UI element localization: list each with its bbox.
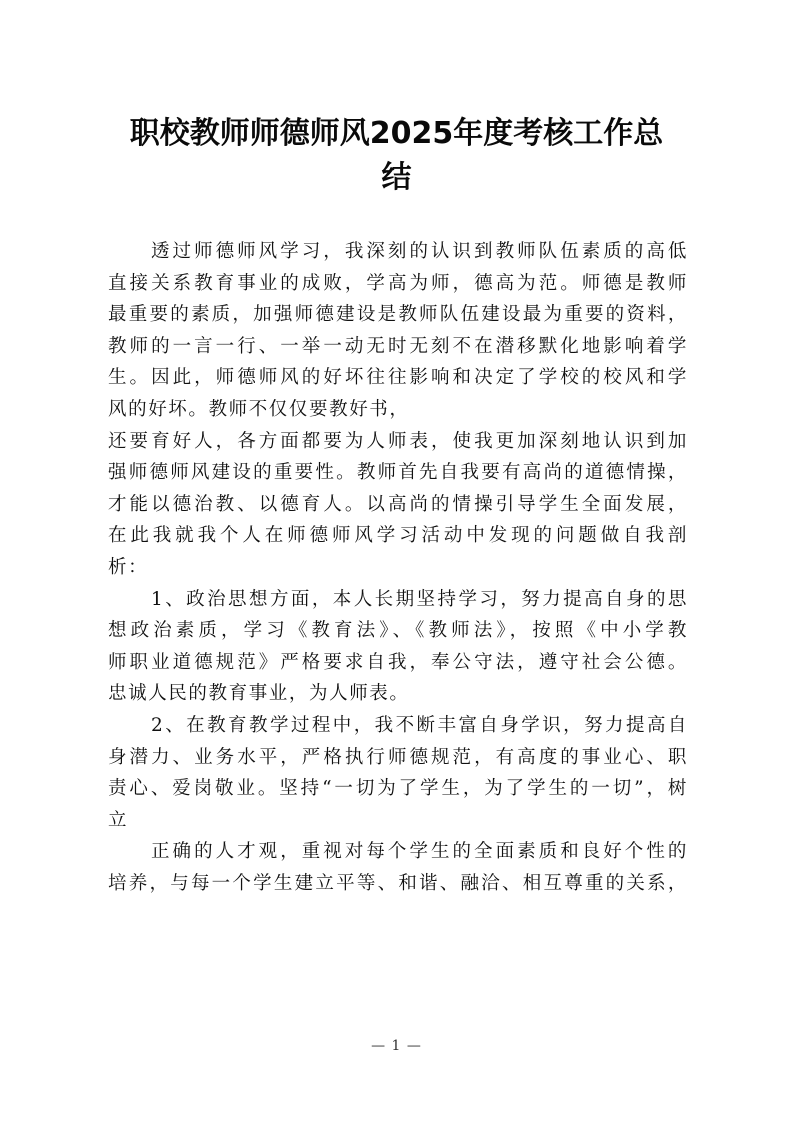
text-line: 师职业道德规范》严格要求自我，奉公守法，遵守社会公德。 (108, 651, 688, 673)
text-line: 在此我就我个人在师德师风学习活动中发现的问题做自我剖 (108, 525, 688, 547)
text-line: 才能以德治教、以德育人。以高尚的情操引导学生全面发展， (108, 493, 688, 515)
document-body (108, 236, 688, 899)
paragraph-intro (108, 236, 688, 426)
text-line: 最重要的素质，加强师德建设是教师队伍建设最为重要的资料， (108, 304, 688, 326)
title-line: 职校教师师德师风2025年度考核工作总 (129, 116, 664, 151)
page-number: — 1 — (371, 1038, 422, 1054)
text-line: 忠诚人民的教育事业，为人师表。 (108, 683, 410, 705)
text-line: 立 (108, 809, 129, 831)
text-line: 强师德师风建设的重要性。教师首先自我要有高尚的道德情操， (108, 462, 688, 484)
text-line: 直接关系教育事业的成败，学高为师，德高为范。师德是教师 (108, 272, 688, 294)
text-line: 析： (108, 556, 149, 578)
text-line: 身潜力、业务水平，严格执行师德规范，有高度的事业心、职 (108, 746, 688, 768)
paragraph-self-analysis (108, 426, 688, 584)
text-line: 1、政治思想方面，本人长期坚持学习，努力提高自身的思 (151, 588, 688, 610)
paragraph-item-1-political (108, 584, 688, 710)
text-line: 责心、爱岗敬业。坚持“一切为了学生，为了学生的一切”，树 (108, 778, 688, 800)
paragraph-item-2-teaching (108, 710, 688, 836)
text-line: 透过师德师风学习，我深刻的认识到教师队伍素质的高低 (151, 241, 688, 262)
text-line: 风的好坏。教师不仅仅要教好书， (108, 398, 410, 420)
text-line: 正确的人才观，重视对每个学生的全面素质和良好个性的 (151, 841, 688, 863)
text-line: 教师的一言一行、一举一动无时无刻不在潜移默化地影响着学 (108, 335, 688, 357)
text-line: 2、在教育教学过程中，我不断丰富自身学识，努力提高自 (151, 714, 688, 736)
text-line: 培养，与每一个学生建立平等、和谐、融洽、相互尊重的关系， (108, 872, 688, 894)
document-title (100, 112, 693, 200)
text-line: 还要育好人，各方面都要为人师表，使我更加深刻地认识到加 (108, 430, 688, 452)
text-line: 想政治素质，学习《教育法》、《教师法》，按照《中小学教 (108, 620, 688, 642)
text-line: 生。因此，师德师风的好坏往往影响和决定了学校的校风和学 (108, 367, 688, 389)
title-line: 结 (381, 160, 412, 195)
paragraph-talent-view (108, 836, 688, 899)
